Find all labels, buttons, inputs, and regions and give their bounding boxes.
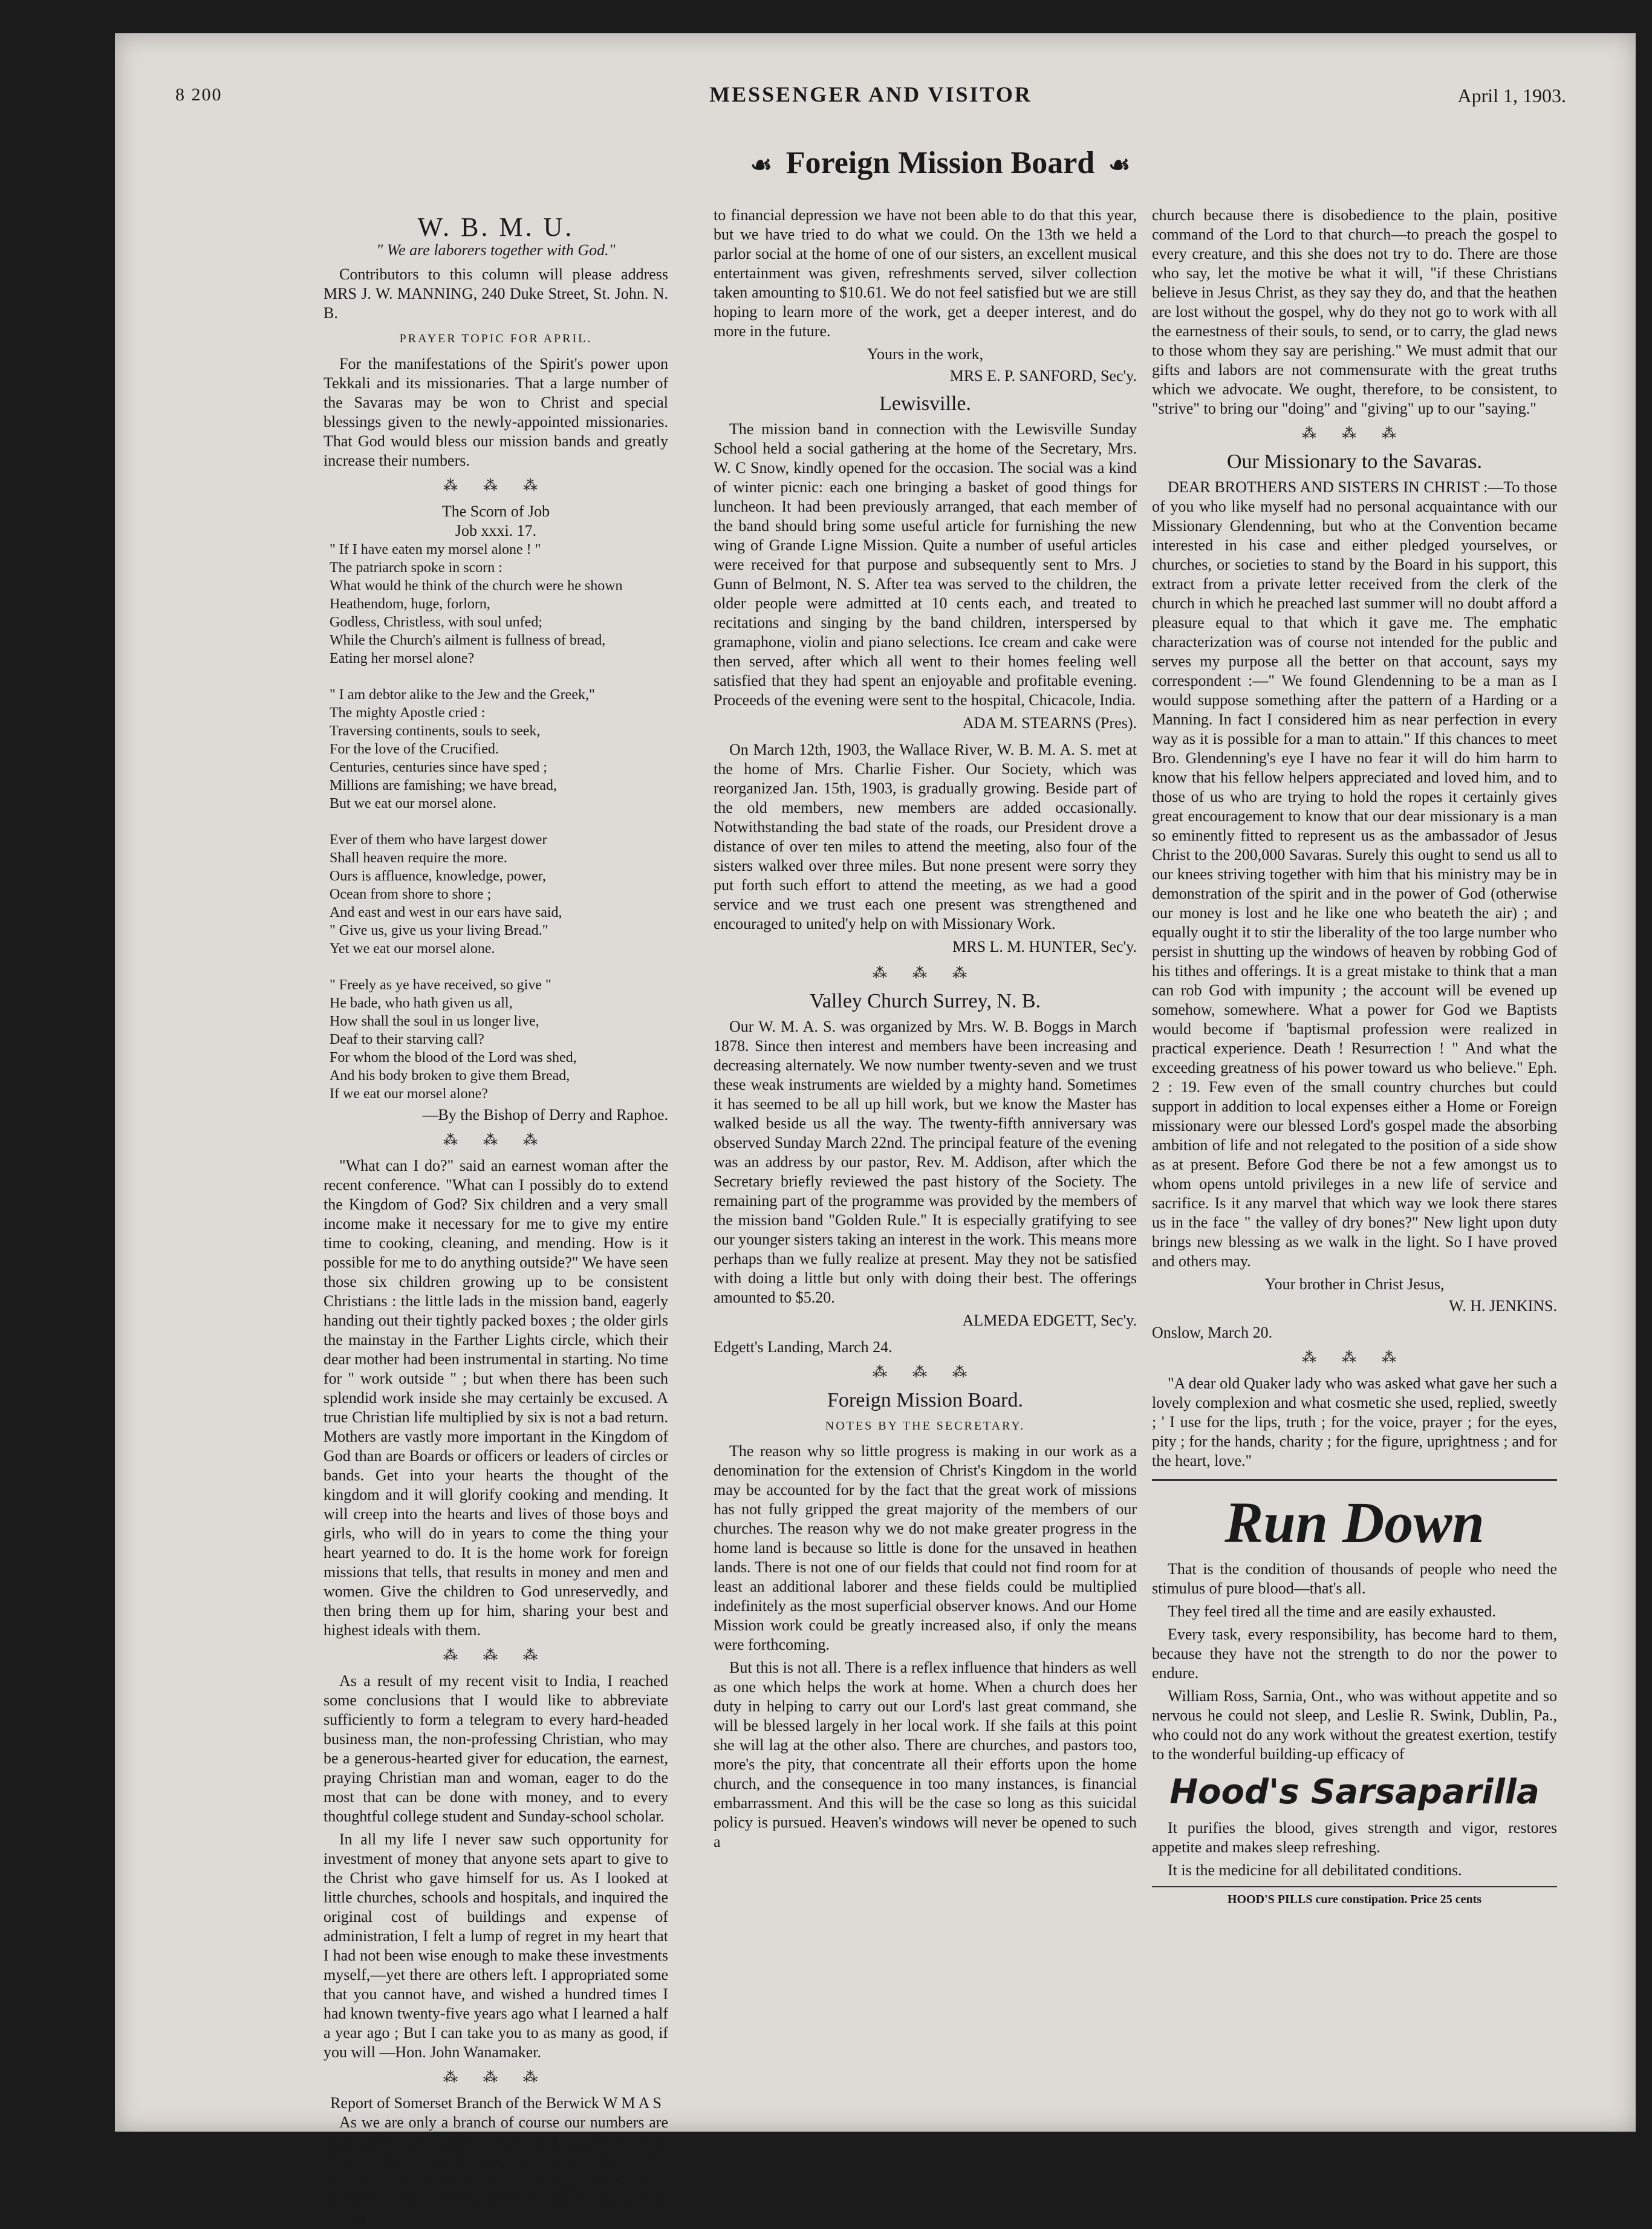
closing: Yours in the work,: [867, 345, 984, 363]
report-heading: Report of Somerset Branch of the Berwick W M A S: [330, 2094, 662, 2112]
article-paragraph: church because there is disobedience to the plain, positive command of the Lord to that church—to preach the gospel to every creature, and this she does not try to do. There are those who say, let the motive be what it will, "if these Christians believe in Jesus Christ, as they say they do, and that the heathen are lost without the gospel, why do they not go to work with all the earnestness of their souls, to send, or to carry, the glad news to those whom they say are perishing." We must admit that our gifts and labors are not commensurate with the great truths which we advocate. We ought, therefore, to be consistent, to "strive" to bring our "doing" and "giving" up to our "saying.": [1152, 206, 1557, 417]
article-paragraph: In all my life I never saw such opportunity for investment of money that anyone sets apart to give to the Christ who gave himself for us. As I looked at little churches, schools and hospitals, and inquired the original cost of buildings and expense of administration, I felt a lump of regret in my heart that I had not been wise enough to make these investments myself,—yet there are others left. I appropriated some that you cannot have, and wished a hundred times I had known twenty-five years ago what I learned a half a year ago ; But I can take you to as many as good, if you will —Hon. John Wanamaker.: [324, 1830, 668, 2061]
wbmu-heading: W. B. M. U.: [417, 212, 574, 242]
ad-brand-name: Hood's Sarsaparilla: [1169, 1772, 1540, 1812]
section-divider: ⁂ ⁂ ⁂: [1302, 426, 1407, 442]
ad-paragraph: It purifies the blood, gives strength and vigor, restores appetite and makes sleep refreshing.: [1152, 1819, 1557, 1856]
article-paragraph: As we are only a branch of course our numbers are necessarily quite small, but we are I trust keeping up the interest in our sisters beyond the sea. During the years 1901, 1902, we had the privilege of bestowing the honor of life membership on one of our sisters. Owing: [324, 2113, 668, 2228]
hoods-advertisement: [1152, 1489, 1557, 1909]
article-paragraph: to financial depression we have not been able to do that this year, but we have tried to do what we could. On the 13th we held a parlor social at the home of one of our sisters, an excellent musical entertainment was given, refreshments served, silver collection taken amounting to $10.61. We do not feel satisfied but we are still hoping to learn more of the work, get a deeper interest, and do more in the future.: [714, 206, 1137, 340]
page-number: 8 200: [175, 85, 223, 105]
section-divider: ⁂ ⁂ ⁂: [443, 1133, 548, 1148]
issue-date: April 1, 1903.: [1457, 85, 1566, 106]
column-1: [324, 206, 668, 2228]
section-divider: ⁂ ⁂ ⁂: [1302, 1350, 1407, 1366]
poem-author: —By the Bishop of Derry and Raphoe.: [422, 1106, 668, 1124]
ad-footer: HOOD'S PILLS cure constipation. Price 25 cents: [1152, 1886, 1557, 1909]
ad-paragraph: It is the medicine for all debilitated conditions.: [1168, 1861, 1462, 1879]
article-paragraph: "What can I do?" said an earnest woman after the recent conference. "What can I possibly do to extend the Kingdom of God? Six children and a very small income make it necessary for me to give my entire time to cooking, cleaning, and mending. How is it possible for me to do anything outside?" We have seen those six children growing up to be consistent Christians : the little lads in the mission band, eagerly handing out their tightly packed boxes ; the older girls the mainstay in the Farther Lights circle, which their dear mother had been instrumental in starting. No time for " work outside " ; but when there has been such splendid work inside she may certainly be excused. A true Christian life multiplied by six is not a bad return. Mothers are vastly more important in the Kingdom of God than are Boards or officers or leaders of circles or bands. Get into your hearts the thought of the kingdom and it will glorify cooking and mending. It will creep into the hearts and lives of those boys and girls, who will do in years to come the thing your heart yearned to do. It is the home work for foreign missions that tells, that results in money and men and women. Give the children to God unreservedly, and then bring them up for him, sharing your best and highest ideals with them.: [324, 1157, 668, 1639]
poem-title: The Scorn of Job: [441, 503, 550, 520]
article-paragraph: On March 12th, 1903, the Wallace River, W. B. M. A. S. met at the home of Mrs. Charlie Fisher. Our Society, which was reorganized Jan. 15th, 1903, is gradually growing. Beside part of the old members, new members are added occasionally. Notwithstanding the bad state of the roads, our President drove a distance of over ten miles to attend the meeting, also four of the sisters walked over three miles. But none present were sorry they put forth such effort to attend the meeting, as we had a good service and we trust each one present was strengthened and encouraged to united'y help on with Missionary Work.: [714, 741, 1137, 932]
ornament-right: ☙: [1108, 151, 1131, 178]
page-title: Foreign Mission Board: [785, 146, 1095, 180]
ad-paragraph: They feel tired all the time and are easily exhausted.: [1168, 1603, 1496, 1620]
ad-headline: Run Down: [1224, 1490, 1485, 1555]
poem-reference: Job xxxi. 17.: [455, 522, 537, 539]
wbmu-motto: " We are laborers together with God.": [376, 241, 616, 259]
place-date: Onslow, March 20.: [1152, 1324, 1273, 1341]
fmb-subheading: NOTES BY THE SECRETARY.: [825, 1419, 1026, 1433]
section-divider: ⁂ ⁂ ⁂: [443, 478, 548, 494]
ad-paragraph: William Ross, Sarnia, Ont., who was without appetite and so nervous he could not sleep, and Leslie R. Swink, Dublin, Pa., who could not do any work without the greatest exertion, testify to the wonderful building-up efficacy of: [1152, 1687, 1557, 1763]
article-paragraph: The reason why so little progress is making in our work as a denomination for the extension of Christ's Kingdom in the world may be accounted for by the fact that the great work of missions has not fully gripped the great majority of the members of our churches. The reason why we do not make greater progress in the home land is because so little is done for the unsaved in heathen lands. There is not one of our fields that could not find room for at least an additional laborer and these fields could be multiplied indefinitely as the most superficial observer knows. And our Home Mission work could be greatly increased also, if only the means were forthcoming.: [714, 1442, 1137, 1653]
contributors-note: Contributors to this column will please address MRS J. W. MANNING, 240 Duke Street, St. John. N. B.: [324, 265, 668, 322]
savaras-heading: Our Missionary to the Savaras.: [1226, 451, 1483, 473]
column-3: [1152, 206, 1557, 2098]
signature: MRS E. P. SANFORD, Sec'y.: [949, 367, 1137, 385]
column-2: [714, 206, 1137, 2098]
valley-church-heading: Valley Church Surrey, N. B.: [809, 990, 1041, 1012]
page-header: [175, 82, 1566, 118]
signature: W. H. JENKINS.: [1449, 1297, 1557, 1315]
closing: Your brother in Christ Jesus,: [1264, 1275, 1445, 1293]
article-paragraph: As a result of my recent visit to India, I reached some conclusions that I would like to abbreviate sufficiently to form a telegram to every hard-headed business man, the non-professing Christian, who may be a generous-hearted giver for education, the earnest, praying Christian man and woman, eager to do the most that can be done with money, and to every thoughtful college student and Sunday-school scholar.: [324, 1672, 668, 1825]
section-divider: ⁂ ⁂ ⁂: [443, 1648, 548, 1664]
place-date: Edgett's Landing, March 24.: [714, 1338, 893, 1356]
section-divider: ⁂ ⁂ ⁂: [873, 966, 978, 981]
article-paragraph: Our W. M. A. S. was organized by Mrs. W. B. Boggs in March 1878. Since then interest and members have been increasing and decreasing alternately. We now number twenty-seven and we trust these weak instruments are wielded by a mighty hand. Sometimes it has seemed to be all up hill work, but we know the Master has walked beside us all the way. The twenty-fifth anniversary was observed Sunday March 22nd. The principal feature of the evening was an address by our pastor, Rev. M. Addison, after which the Secretary briefly reviewed the past history of the Society. The remaining part of the programme was provided by the members of the mission band "Golden Rule." It is especially gratifying to see our younger sisters taking an interest in the work. This means more perhaps than we fully realize at present. May they not be satisfied with doing a little but only with doing their best. The offerings amounted to $5.20.: [714, 1018, 1137, 1306]
prayer-topic-heading: PRAYER TOPIC FOR APRIL.: [399, 332, 593, 345]
article-paragraph: But this is not all. There is a reflex influence that hinders as well as one which helps the work at home. When a church does her duty in helping to carry out our Lord's last great command, she will be blessed largely in her local work. If she fails at this point she will lag at the other also. There are churches, and pastors too, more's the pity, that concentrate all their efforts upon the home church, and the consequence in too many instances, is financial embarrassment. And this will be the case so long as this suicidal policy is pursued. Heaven's windows will never be opened to such a: [714, 1659, 1137, 1850]
poem-text: " If I have eaten my morsel alone ! " The patriarch spoke in scorn : What would he think of the church were he shown Heathendom, huge, forlorn, Godless, Christless, with soul unfed; While the Church's ailment is fullness of bread, Eating her morsel alone? " I am debtor alike to the Jew and the Greek," The mighty Apostle cried : Traversing continents, souls to seek, For the love of the Crucified. Centuries, centuries since have sped ; Millions are famishing; we have bread, But we eat our morsel alone. Ever of them who have largest dower Shall heaven require the more. Ours is affluence, knowledge, power, Ocean from shore to shore ; And east and west in our ears have said, " Give us, give us your living Bread." Yet we eat our morsel alone. " Freely as ye have received, so give " He bade, who hath given us all, How shall the soul in us longer live, Deaf to their starving call? For whom the blood of the Lord was shed, And his body broken to give them Bread, If we eat our morsel alone?: [330, 542, 623, 1102]
page-title-band: [683, 145, 1197, 194]
quaker-anecdote: "A dear old Quaker lady who was asked what gave her such a lovely complexion and what cosmetic she used, replied, sweetly ; ' I use for the lips, truth ; for the voice, prayer ; for the eyes, pity ; for the hands, charity ; for the figure, uprightness ; and for the heart, love.": [1152, 1375, 1557, 1469]
lewisville-heading: Lewisville.: [879, 392, 972, 415]
signature: MRS L. M. HUNTER, Sec'y.: [952, 938, 1137, 955]
ornament-left: ☙: [750, 151, 772, 178]
newspaper-page: [115, 33, 1636, 2228]
newspaper-name: MESSENGER AND VISITOR: [709, 82, 1032, 106]
ad-paragraph: That is the condition of thousands of people who need the stimulus of pure blood—that's all.: [1152, 1560, 1557, 1597]
signature: ADA M. STEARNS (Pres).: [962, 714, 1137, 732]
signature: ALMEDA EDGETT, Sec'y.: [962, 1312, 1137, 1329]
article-paragraph: DEAR BROTHERS AND SISTERS IN CHRIST :—To those of you who like myself had no personal acquaintance with our Missionary Glendenning, but who at the Convention became interested in his case and either pledged yourselves, or churches, or societies to stand by the Board in his support, this extract from a private letter received from the clerk of the church in which he preached last summer will no doubt afford a pleasure equal to that which it gave me. The emphatic characterization was of course not intended for the public and serves my purpose all the better on that account, says my correspondent :—" We found Glendenning to be a man as I would suppose something after the pattern of a Harding or a Manning. In fact I considered him as near perfection in every way as it is possible for a man to attain." If this chances to meet Bro. Glendenning's eye I have no fear it will do him harm to know that his fellow helpers appreciated and loved him, and to those of us who are trying to hold the ropes it certainly gives great encouragement to know that our dear missionary is a man so eminently fitted to represent us as the ambassador of Jesus Christ to the 200,000 Savaras. Surely this ought to send us all to our knees striving together with him that his ministry may be in demonstration of the spirit and in the power of God (otherwise our money is lost and he like one who beateth the air) ; and equally ought it to stir the liberality of the too large number who persist in shutting up the windows of heaven by robbing God of his tithes and offerings. It is a great mistake to think that a man can rob God with impunity ; the account will be evened up somehow, somewhere. What a power for God we Baptists would become if 'baptismal profession were realized in practical experience. Death ! Resurrection ! " And what the exceeding greatness of his power toward us who believe." Eph. 2 : 19. Few even of the small country churches but could support in addition to local expenses either a Home or Foreign missionary were our blessed Lord's gospel made the absorbing ambition of life and not relegated to the position of a side show as at present. Before God there be not a few amongst us to whom opens untold privileges in a new life of service and sacrifice. Is it any marvel that which way we look there stares us in the face " the valley of dry bones?" New light upon duty brings new blessing as we walk in the light. So I have proved and others may.: [1152, 478, 1557, 1270]
prayer-topic: For the manifestations of the Spirit's power upon Tekkali and its missionaries. That a large number of the Savaras may be won to Christ and special blessings given to the newly-appointed missionaries. That God would bless our mission bands and greatly increase their numbers.: [324, 355, 668, 469]
fmb-heading: Foreign Mission Board.: [827, 1389, 1023, 1411]
ad-paragraph: Every task, every responsibility, has become hard to them, because they have not the strength to do nor the power to endure.: [1152, 1625, 1557, 1682]
section-divider: ⁂ ⁂ ⁂: [443, 2070, 548, 2086]
section-divider: ⁂ ⁂ ⁂: [873, 1365, 978, 1381]
article-paragraph: The mission band in connection with the Lewisville Sunday School held a social gathering at the home of the Secretary, Mrs. W. C Snow, kindly opened for the occasion. The social was a kind of winter picnic: each one bringing a basket of good things for luncheon. It had been previously arranged, that each member of the band should bring some useful article for furnishing the new wing of Grande Ligne Mission. Quite a number of useful articles were received for that purpose and subsequently sent to Mrs. J Gunn of Belmont, N. S. After tea was served to the children, the older people were admitted at 10 cents each, and treated to recitations and singing by the band children, interspersed by gramaphone, violin and piano selections. Ice cream and cake were then served, after which all went to their homes feeling well satisfied that they had spent an enjoyable and profitable evening. Proceeds of the evening were sent to the hospital, Chicacole, India.: [714, 420, 1137, 709]
divider-rule: [1152, 1479, 1557, 1481]
